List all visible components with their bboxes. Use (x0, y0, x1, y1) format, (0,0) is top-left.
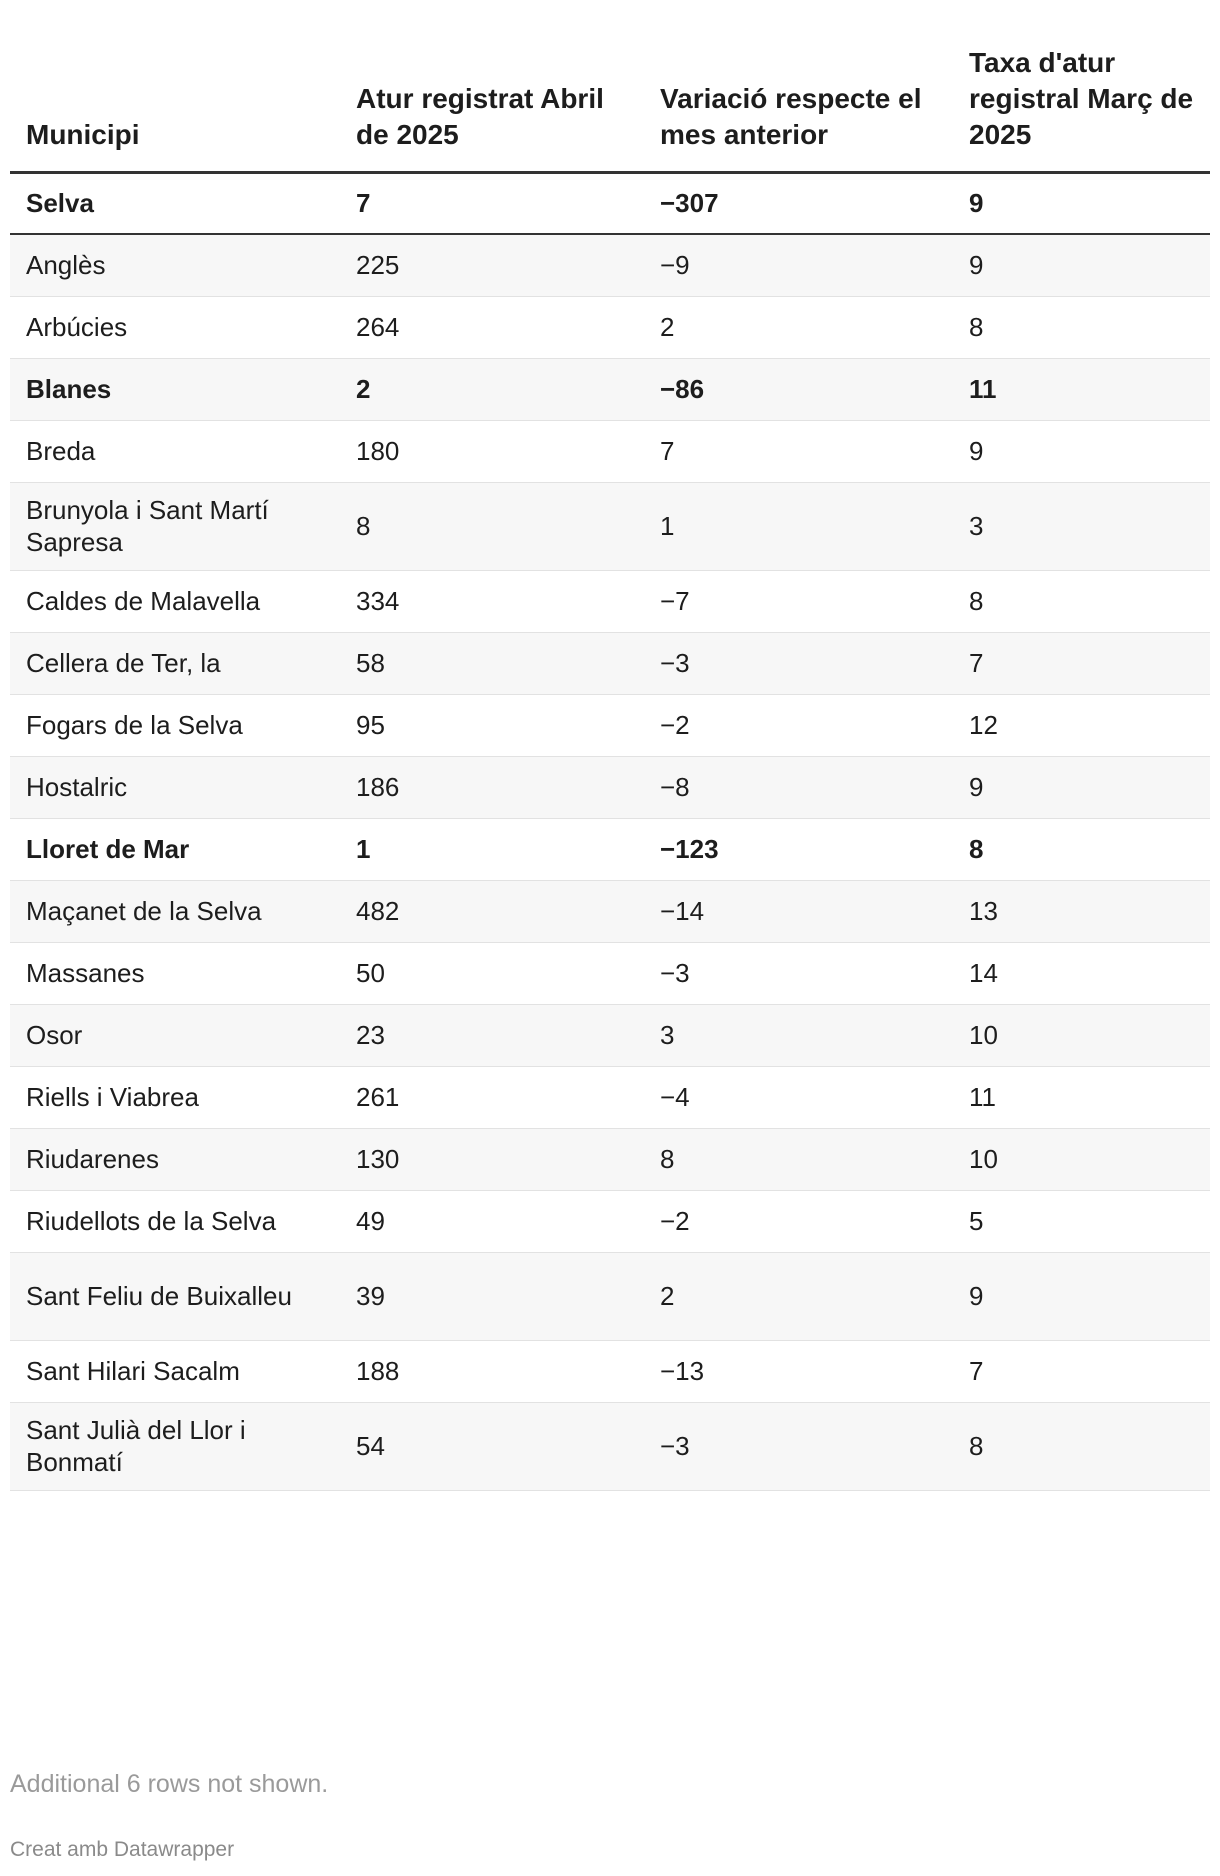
cell-variacio: 3 (644, 1004, 953, 1066)
cell-municipi: Caldes de Malavella (10, 570, 340, 632)
cell-variacio: −307 (644, 172, 953, 234)
cell-municipi: Breda (10, 420, 340, 482)
cell-variacio: −13 (644, 1340, 953, 1402)
cell-municipi: Blanes (10, 358, 340, 420)
cell-variacio: 2 (644, 1252, 953, 1340)
cell-atur: 50 (340, 942, 644, 1004)
cell-taxa: 10 (953, 1128, 1210, 1190)
cell-variacio: −14 (644, 880, 953, 942)
table-row (10, 694, 1210, 756)
column-header-taxa[interactable]: Taxa d'atur registral Març de 2025 (953, 0, 1210, 172)
cell-municipi: Sant Hilari Sacalm (10, 1340, 340, 1402)
cell-municipi: Riudarenes (10, 1128, 340, 1190)
table-row (10, 1402, 1210, 1490)
table-row (10, 1190, 1210, 1252)
cell-taxa: 8 (953, 818, 1210, 880)
cell-atur: 7 (340, 172, 644, 234)
column-header-atur[interactable]: Atur registrat Abril de 2025 (340, 0, 644, 172)
cell-municipi: Fogars de la Selva (10, 694, 340, 756)
cell-taxa: 12 (953, 694, 1210, 756)
cell-variacio: −4 (644, 1066, 953, 1128)
cell-variacio: −3 (644, 942, 953, 1004)
cell-municipi: Massanes (10, 942, 340, 1004)
cell-variacio: −3 (644, 1402, 953, 1490)
cell-taxa: 8 (953, 296, 1210, 358)
cell-variacio: 2 (644, 296, 953, 358)
table-row (10, 1128, 1210, 1190)
table-notes: Additional 6 rows not shown. (10, 1770, 329, 1798)
cell-municipi: Riells i Viabrea (10, 1066, 340, 1128)
table-row (10, 296, 1210, 358)
cell-atur: 2 (340, 358, 644, 420)
cell-variacio: −2 (644, 1190, 953, 1252)
table-row (10, 1004, 1210, 1066)
table-row (10, 358, 1210, 420)
cell-municipi: Selva (10, 172, 340, 234)
cell-atur: 8 (340, 482, 644, 570)
cell-atur: 1 (340, 818, 644, 880)
cell-taxa: 10 (953, 1004, 1210, 1066)
cell-atur: 49 (340, 1190, 644, 1252)
cell-taxa: 8 (953, 570, 1210, 632)
table-row (10, 1066, 1210, 1128)
table-row (10, 482, 1210, 570)
table-row (10, 818, 1210, 880)
cell-variacio: −7 (644, 570, 953, 632)
cell-atur: 23 (340, 1004, 644, 1066)
cell-municipi: Arbúcies (10, 296, 340, 358)
column-header-variacio[interactable]: Variació respecte el mes anterior (644, 0, 953, 172)
cell-municipi: Maçanet de la Selva (10, 880, 340, 942)
cell-taxa: 11 (953, 1066, 1210, 1128)
cell-atur: 54 (340, 1402, 644, 1490)
table-body (10, 172, 1210, 1490)
cell-taxa: 11 (953, 358, 1210, 420)
cell-municipi: Lloret de Mar (10, 818, 340, 880)
column-header-municipi[interactable]: Municipi (10, 0, 340, 172)
table-row (10, 234, 1210, 296)
cell-atur: 482 (340, 880, 644, 942)
cell-variacio: 7 (644, 420, 953, 482)
cell-taxa: 7 (953, 1340, 1210, 1402)
cell-variacio: 8 (644, 1128, 953, 1190)
data-table (10, 0, 1210, 1491)
table-row (10, 942, 1210, 1004)
table-header (10, 0, 1210, 172)
table-row (10, 756, 1210, 818)
cell-municipi: Brunyola i Sant Martí Sapresa (10, 482, 340, 570)
table-row (10, 880, 1210, 942)
cell-taxa: 5 (953, 1190, 1210, 1252)
cell-taxa: 8 (953, 1402, 1210, 1490)
cell-municipi: Riudellots de la Selva (10, 1190, 340, 1252)
cell-taxa: 9 (953, 1252, 1210, 1340)
cell-taxa: 9 (953, 756, 1210, 818)
credit-link[interactable]: Creat amb Datawrapper (10, 1838, 235, 1861)
table-row (10, 420, 1210, 482)
cell-atur: 95 (340, 694, 644, 756)
cell-municipi: Sant Julià del Llor i Bonmatí (10, 1402, 340, 1490)
cell-variacio: −9 (644, 234, 953, 296)
cell-variacio: −123 (644, 818, 953, 880)
cell-taxa: 9 (953, 420, 1210, 482)
cell-atur: 188 (340, 1340, 644, 1402)
table-row (10, 172, 1210, 234)
cell-municipi: Sant Feliu de Buixalleu (10, 1252, 340, 1340)
cell-variacio: −3 (644, 632, 953, 694)
cell-atur: 180 (340, 420, 644, 482)
cell-taxa: 14 (953, 942, 1210, 1004)
cell-atur: 225 (340, 234, 644, 296)
cell-municipi: Hostalric (10, 756, 340, 818)
cell-atur: 334 (340, 570, 644, 632)
cell-taxa: 3 (953, 482, 1210, 570)
table-row (10, 570, 1210, 632)
cell-taxa: 7 (953, 632, 1210, 694)
table-row (10, 1252, 1210, 1340)
cell-atur: 58 (340, 632, 644, 694)
cell-atur: 39 (340, 1252, 644, 1340)
cell-variacio: −86 (644, 358, 953, 420)
cell-variacio: −8 (644, 756, 953, 818)
cell-variacio: −2 (644, 694, 953, 756)
cell-taxa: 13 (953, 880, 1210, 942)
cell-municipi: Cellera de Ter, la (10, 632, 340, 694)
cell-atur: 264 (340, 296, 644, 358)
cell-atur: 130 (340, 1128, 644, 1190)
cell-municipi: Osor (10, 1004, 340, 1066)
cell-taxa: 9 (953, 172, 1210, 234)
cell-taxa: 9 (953, 234, 1210, 296)
cell-municipi: Anglès (10, 234, 340, 296)
table-row (10, 632, 1210, 694)
cell-atur: 261 (340, 1066, 644, 1128)
cell-atur: 186 (340, 756, 644, 818)
table-row (10, 1340, 1210, 1402)
cell-variacio: 1 (644, 482, 953, 570)
